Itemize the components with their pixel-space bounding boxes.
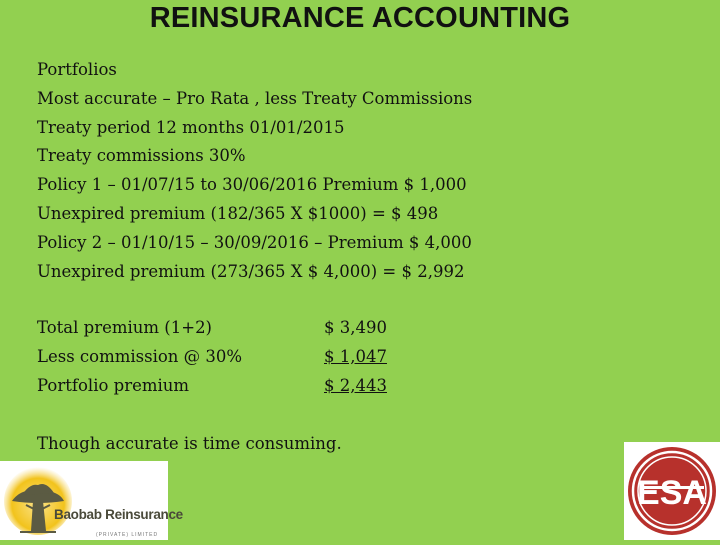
body-line: Most accurate – Pro Rata , less Treaty Commissions [37,88,473,108]
body-line: Policy 2 – 01/10/15 – 30/09/2016 – Premium $ 4,000 [37,232,472,252]
body-line: Portfolios [37,60,117,79]
totals-label: Total premium (1+2) [37,318,212,337]
baobab-tree-icon [0,461,168,540]
totals-value: $ 2,443 [324,375,387,395]
baobab-logo [0,461,183,540]
body-line: Treaty period 12 months 01/01/2015 [37,117,345,137]
totals-row [37,314,387,343]
body-line: Unexpired premium (182/365 X $1000) = $ 498 [37,203,439,223]
brand-subtitle: (PRIVATE) LIMITED [96,532,159,538]
totals-row [37,343,387,372]
brand-name: Baobab Reinsurance [54,507,183,522]
esa-logo [624,442,720,540]
totals-value: $ 3,490 [324,318,387,337]
esa-seal-icon [624,442,720,540]
totals-table [37,314,387,400]
body-line: Treaty commissions 30% [37,146,246,166]
totals-label: Less commission @ 30% [37,346,243,366]
esa-mark: ESA [637,474,707,512]
closing-note: Though accurate is time consuming. [37,434,342,453]
body-line: Unexpired premium (273/365 X $ 4,000) = $ 2,992 [37,261,465,281]
totals-value: $ 1,047 [324,346,387,366]
body-line: Policy 1 – 01/07/15 to 30/06/2016 Premium $ 1,000 [37,175,467,195]
body-text [37,56,472,286]
totals-row [37,372,387,401]
slide-title: REINSURANCE ACCOUNTING [149,2,571,34]
totals-label: Portfolio premium [37,375,190,395]
